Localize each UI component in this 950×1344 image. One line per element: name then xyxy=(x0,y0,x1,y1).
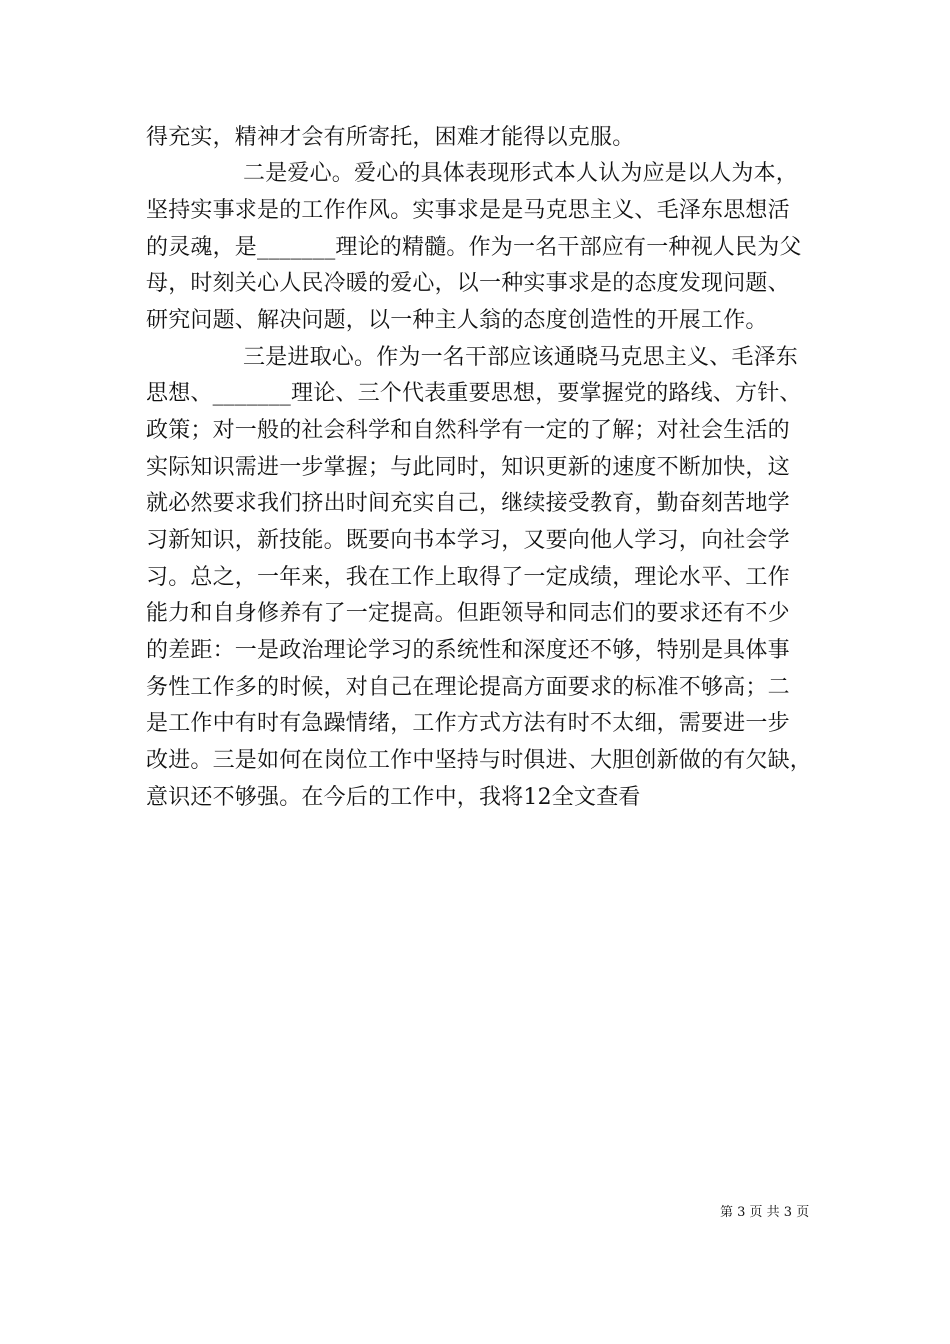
paragraph-line: 能力和自身修养有了一定提高。但距领导和同志们的要求还有不少 xyxy=(146,601,790,626)
paragraph-line: 的差距：一是政治理论学习的系统性和深度还不够，特别是具体事 xyxy=(146,638,790,663)
paragraph-line: 研究问题、解决问题，以一种主人翁的态度创造性的开展工作。 xyxy=(146,308,768,333)
paragraph-line: 坚持实事求是的工作作风。实事求是是马克思主义、毛泽东思想活 xyxy=(146,198,790,223)
paragraph-line: 二是爱心。爱心的具体表现形式本人认为应是以人为本， xyxy=(243,161,799,186)
paragraph-line: 母，时刻关心人民冷暖的爱心，以一种实事求是的态度发现问题、 xyxy=(146,271,790,296)
paragraph-line: 改进。三是如何在岗位工作中坚持与时俱进、大胆创新做的有欠缺， xyxy=(146,748,813,773)
paragraph-line: 习新知识，新技能。既要向书本学习，又要向他人学习，向社会学 xyxy=(146,528,790,553)
paragraph-line: 的灵魂，是_______理论的精髓。作为一名干部应有一种视人民为父 xyxy=(146,235,802,260)
paragraph-line: 实际知识需进一步掌握；与此同时，知识更新的速度不断加快，这 xyxy=(146,455,790,480)
paragraph-line: 务性工作多的时候，对自己在理论提高方面要求的标准不够高；二 xyxy=(146,675,790,700)
paragraph-line: 是工作中有时有急躁情绪，工作方式方法有时不太细，需要进一步 xyxy=(146,711,790,736)
paragraph-line: 就必然要求我们挤出时间充实自己，继续接受教育，勤奋刻苦地学 xyxy=(146,491,790,516)
page-number-footer: 第 3 页 共 3 页 xyxy=(720,1205,810,1220)
paragraph-line: 习。总之，一年来，我在工作上取得了一定成绩，理论水平、工作 xyxy=(146,565,790,590)
paragraph-line: 思想、_______理论、三个代表重要思想，要掌握党的路线、方针、 xyxy=(146,381,802,406)
paragraph-line: 三是进取心。作为一名干部应该通晓马克思主义、毛泽东 xyxy=(243,345,799,370)
paragraph-line: 政策；对一般的社会科学和自然科学有一定的了解；对社会生活的 xyxy=(146,418,790,443)
paragraph-line: 意识还不够强。在今后的工作中，我将12全文查看 xyxy=(146,785,641,810)
paragraph-line: 得充实，精神才会有所寄托，困难才能得以克服。 xyxy=(146,125,635,150)
